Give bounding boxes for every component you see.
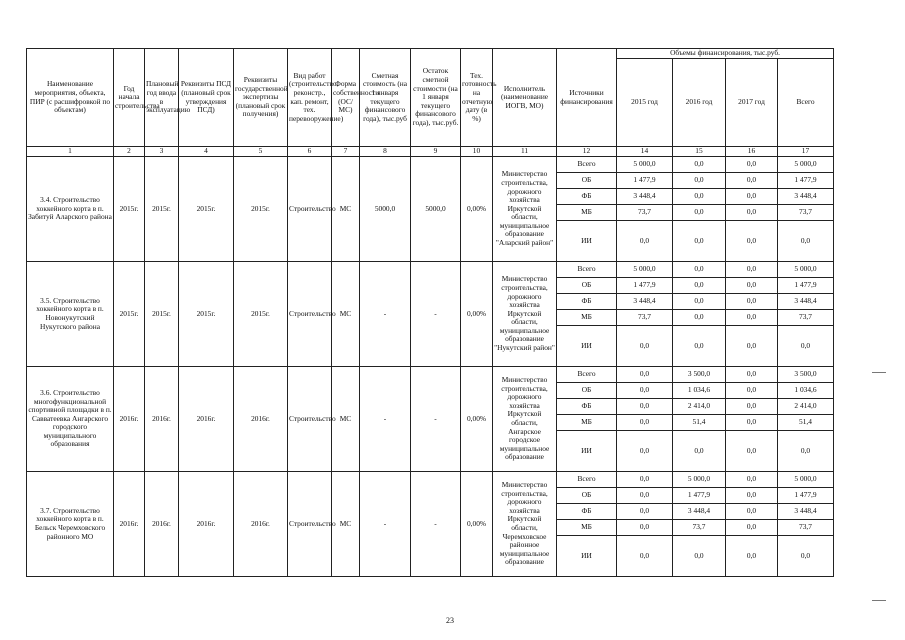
- cell-commission-year: 2016г.: [145, 367, 179, 472]
- cell-ownership: МС: [332, 472, 360, 577]
- cell-funding-y2015: 73,7: [617, 205, 673, 221]
- cell-start-year: 2015г.: [114, 157, 145, 262]
- cell-estimated-cost: 5000,0: [360, 157, 411, 262]
- cell-executor: Министерство строительства, дорожного хозяйства Иркутской области, Черемховское районное муниципальное образование: [493, 472, 557, 577]
- cell-funding-y2017: 0,0: [726, 488, 778, 504]
- cell-funding-total: 3 448,4: [778, 504, 834, 520]
- cell-funding-total: 2 414,0: [778, 399, 834, 415]
- cell-funding-source: ИИ: [557, 221, 617, 262]
- cell-commission-year: 2015г.: [145, 157, 179, 262]
- header-commission-year: Плановый год ввода в эксплуатацию: [145, 49, 179, 147]
- table-row: [27, 157, 834, 173]
- cell-funding-y2015: 73,7: [617, 310, 673, 326]
- cell-funding-y2017: 0,0: [726, 367, 778, 383]
- header-ownership: Форма собственности (ОС/МС): [332, 49, 360, 147]
- column-number: 6: [288, 147, 332, 157]
- cell-start-year: 2016г.: [114, 472, 145, 577]
- cell-funding-total: 5 000,0: [778, 157, 834, 173]
- cell-funding-total: 73,7: [778, 520, 834, 536]
- header-2016: 2016 год: [673, 59, 726, 147]
- cell-commission-year: 2016г.: [145, 472, 179, 577]
- cell-object-name: 3.7. Строительство хоккейного корта в п. Бельск Черемховского районного МО: [27, 472, 114, 577]
- cell-state-expertise: 2016г.: [234, 472, 288, 577]
- cell-funding-y2016: 0,0: [673, 157, 726, 173]
- cell-funding-source: Всего: [557, 367, 617, 383]
- cell-ownership: МС: [332, 157, 360, 262]
- cell-funding-y2017: 0,0: [726, 157, 778, 173]
- cell-object-name: 3.6. Строительство многофункциональной спортивной площадки в п. Савватеевка Ангарского городского муниципального образования: [27, 367, 114, 472]
- cell-funding-source: Всего: [557, 157, 617, 173]
- cell-funding-y2016: 2 414,0: [673, 399, 726, 415]
- cell-funding-y2015: 5 000,0: [617, 262, 673, 278]
- header-name: Наименование мероприятия, объекта, ПИР (с расшифровкой по объектам): [27, 49, 114, 147]
- cell-funding-source: МБ: [557, 310, 617, 326]
- header-funding-sources: Источники финансирования: [557, 49, 617, 147]
- cell-funding-y2015: 0,0: [617, 221, 673, 262]
- cell-funding-source: Всего: [557, 262, 617, 278]
- table-row: [27, 367, 834, 383]
- column-number: 10: [461, 147, 493, 157]
- cell-funding-y2016: 0,0: [673, 221, 726, 262]
- column-number: 12: [557, 147, 617, 157]
- cell-funding-y2016: 1 477,9: [673, 488, 726, 504]
- column-number: 16: [726, 147, 778, 157]
- cell-funding-source: ИИ: [557, 431, 617, 472]
- cell-commission-year: 2015г.: [145, 262, 179, 367]
- cell-ownership: МС: [332, 262, 360, 367]
- scan-mark: [872, 372, 886, 373]
- header-tech-readiness: Тех. готовность на отчетную дату (в %): [461, 49, 493, 147]
- cell-funding-y2016: 0,0: [673, 278, 726, 294]
- column-number: 4: [179, 147, 234, 157]
- cell-funding-source: ИИ: [557, 536, 617, 577]
- cell-remaining-cost: -: [411, 262, 461, 367]
- cell-funding-y2016: 0,0: [673, 431, 726, 472]
- column-number: 1: [27, 147, 114, 157]
- table-row: [27, 472, 834, 488]
- cell-funding-y2017: 0,0: [726, 310, 778, 326]
- cell-ownership: МС: [332, 367, 360, 472]
- cell-funding-total: 51,4: [778, 415, 834, 431]
- cell-funding-y2016: 5 000,0: [673, 472, 726, 488]
- cell-funding-y2017: 0,0: [726, 536, 778, 577]
- cell-funding-y2015: 0,0: [617, 383, 673, 399]
- cell-psd: 2016г.: [179, 367, 234, 472]
- cell-psd: 2016г.: [179, 472, 234, 577]
- header-start-year: Год начала строительства: [114, 49, 145, 147]
- cell-funding-source: МБ: [557, 520, 617, 536]
- header-state-expertise: Реквизиты государственной экспертизы (плановый срок получения): [234, 49, 288, 147]
- cell-executor: Министерство строительства, дорожного хозяйства Иркутской области, Ангарское городское муниципальное образование: [493, 367, 557, 472]
- cell-funding-total: 73,7: [778, 310, 834, 326]
- cell-funding-y2016: 1 034,6: [673, 383, 726, 399]
- cell-funding-total: 0,0: [778, 431, 834, 472]
- header-total: Всего: [778, 59, 834, 147]
- cell-funding-source: ФБ: [557, 294, 617, 310]
- cell-funding-y2017: 0,0: [726, 173, 778, 189]
- cell-estimated-cost: -: [360, 367, 411, 472]
- cell-remaining-cost: -: [411, 367, 461, 472]
- cell-funding-total: 0,0: [778, 326, 834, 367]
- cell-funding-y2016: 0,0: [673, 326, 726, 367]
- cell-funding-y2015: 0,0: [617, 415, 673, 431]
- cell-funding-source: ФБ: [557, 399, 617, 415]
- cell-funding-total: 0,0: [778, 221, 834, 262]
- cell-funding-y2015: 1 477,9: [617, 173, 673, 189]
- page-number: 23: [446, 616, 454, 625]
- cell-funding-y2015: 0,0: [617, 367, 673, 383]
- cell-funding-total: 3 448,4: [778, 189, 834, 205]
- cell-funding-y2015: 0,0: [617, 326, 673, 367]
- column-number: 14: [617, 147, 673, 157]
- cell-state-expertise: 2016г.: [234, 367, 288, 472]
- cell-funding-y2016: 0,0: [673, 189, 726, 205]
- cell-funding-y2017: 0,0: [726, 189, 778, 205]
- cell-object-name: 3.5. Строительство хоккейного корта в п. Новонукутский Нукутского района: [27, 262, 114, 367]
- cell-funding-y2015: 5 000,0: [617, 157, 673, 173]
- cell-funding-y2016: 51,4: [673, 415, 726, 431]
- cell-funding-total: 1 477,9: [778, 278, 834, 294]
- cell-funding-y2017: 0,0: [726, 205, 778, 221]
- header-work-type: Вид работ (строительство, реконстр., кап. ремонт, тех. перевооружение): [288, 49, 332, 147]
- cell-funding-y2017: 0,0: [726, 278, 778, 294]
- cell-state-expertise: 2015г.: [234, 157, 288, 262]
- cell-funding-y2016: 0,0: [673, 173, 726, 189]
- cell-work-type: Строительство: [288, 367, 332, 472]
- column-number: 5: [234, 147, 288, 157]
- header-2015: 2015 год: [617, 59, 673, 147]
- cell-funding-y2015: 1 477,9: [617, 278, 673, 294]
- cell-funding-y2017: 0,0: [726, 294, 778, 310]
- cell-funding-y2016: 0,0: [673, 294, 726, 310]
- cell-funding-y2015: 0,0: [617, 536, 673, 577]
- cell-remaining-cost: 5000,0: [411, 157, 461, 262]
- cell-start-year: 2016г.: [114, 367, 145, 472]
- cell-funding-y2016: 0,0: [673, 310, 726, 326]
- cell-funding-y2015: 0,0: [617, 504, 673, 520]
- cell-funding-y2017: 0,0: [726, 415, 778, 431]
- cell-funding-total: 0,0: [778, 536, 834, 577]
- header-funding-volumes: Объемы финансирования, тыс.руб.: [617, 49, 834, 59]
- cell-psd: 2015г.: [179, 157, 234, 262]
- cell-estimated-cost: -: [360, 472, 411, 577]
- cell-tech-readiness: 0,00%: [461, 472, 493, 577]
- cell-funding-y2017: 0,0: [726, 472, 778, 488]
- cell-funding-source: Всего: [557, 472, 617, 488]
- cell-funding-total: 5 000,0: [778, 262, 834, 278]
- cell-funding-source: МБ: [557, 205, 617, 221]
- column-number: 11: [493, 147, 557, 157]
- table-body: [27, 157, 834, 577]
- cell-work-type: Строительство: [288, 262, 332, 367]
- column-number: 15: [673, 147, 726, 157]
- cell-funding-source: ФБ: [557, 504, 617, 520]
- cell-funding-y2015: 0,0: [617, 488, 673, 504]
- cell-executor: Министерство строительства, дорожного хозяйства Иркутской области, муниципальное образование "Нукутский район": [493, 262, 557, 367]
- cell-funding-y2017: 0,0: [726, 221, 778, 262]
- header-estimated-cost: Сметная стоимость (на 1 января текущего финансового года), тыс.руб: [360, 49, 411, 147]
- cell-funding-y2015: 3 448,4: [617, 294, 673, 310]
- cell-funding-source: ИИ: [557, 326, 617, 367]
- cell-funding-y2015: 0,0: [617, 520, 673, 536]
- cell-funding-source: МБ: [557, 415, 617, 431]
- cell-funding-source: ОБ: [557, 488, 617, 504]
- cell-psd: 2015г.: [179, 262, 234, 367]
- scan-mark: [872, 600, 886, 601]
- cell-funding-y2017: 0,0: [726, 262, 778, 278]
- cell-funding-total: 73,7: [778, 205, 834, 221]
- cell-state-expertise: 2015г.: [234, 262, 288, 367]
- column-number: 2: [114, 147, 145, 157]
- column-number: 9: [411, 147, 461, 157]
- cell-funding-y2017: 0,0: [726, 431, 778, 472]
- cell-tech-readiness: 0,00%: [461, 367, 493, 472]
- cell-funding-total: 5 000,0: [778, 472, 834, 488]
- header-remaining-cost: Остаток сметной стоимости (на 1 января текущего финансового года), тыс.руб.: [411, 49, 461, 147]
- cell-work-type: Строительство: [288, 157, 332, 262]
- cell-funding-y2017: 0,0: [726, 520, 778, 536]
- cell-funding-y2016: 3 448,4: [673, 504, 726, 520]
- cell-object-name: 3.4. Строительство хоккейного корта в п. Забитуй Аларского района: [27, 157, 114, 262]
- cell-funding-total: 1 477,9: [778, 488, 834, 504]
- cell-funding-y2016: 73,7: [673, 520, 726, 536]
- cell-funding-y2016: 0,0: [673, 262, 726, 278]
- cell-funding-y2015: 0,0: [617, 431, 673, 472]
- column-number: 8: [360, 147, 411, 157]
- cell-funding-y2016: 3 500,0: [673, 367, 726, 383]
- cell-executor: Министерство строительства, дорожного хозяйства Иркутской области, муниципальное образование "Аларский район": [493, 157, 557, 262]
- cell-funding-source: ОБ: [557, 383, 617, 399]
- cell-remaining-cost: -: [411, 472, 461, 577]
- cell-funding-source: ОБ: [557, 278, 617, 294]
- cell-funding-total: 3 500,0: [778, 367, 834, 383]
- cell-estimated-cost: -: [360, 262, 411, 367]
- cell-funding-y2015: 0,0: [617, 399, 673, 415]
- cell-funding-y2017: 0,0: [726, 399, 778, 415]
- header-executor: Исполнитель (наименование ИОГВ, МО): [493, 49, 557, 147]
- cell-work-type: Строительство: [288, 472, 332, 577]
- cell-funding-y2017: 0,0: [726, 326, 778, 367]
- cell-funding-total: 3 448,4: [778, 294, 834, 310]
- cell-funding-source: ФБ: [557, 189, 617, 205]
- cell-funding-y2017: 0,0: [726, 383, 778, 399]
- cell-tech-readiness: 0,00%: [461, 157, 493, 262]
- header-2017: 2017 год: [726, 59, 778, 147]
- cell-funding-total: 1 477,9: [778, 173, 834, 189]
- cell-funding-total: 1 034,6: [778, 383, 834, 399]
- cell-start-year: 2015г.: [114, 262, 145, 367]
- column-number: 17: [778, 147, 834, 157]
- column-number: 3: [145, 147, 179, 157]
- column-number-row: [27, 147, 834, 157]
- cell-funding-y2016: 0,0: [673, 536, 726, 577]
- column-number: 7: [332, 147, 360, 157]
- cell-funding-y2015: 0,0: [617, 472, 673, 488]
- table-row: [27, 262, 834, 278]
- cell-funding-y2017: 0,0: [726, 504, 778, 520]
- cell-funding-y2016: 0,0: [673, 205, 726, 221]
- cell-funding-y2015: 3 448,4: [617, 189, 673, 205]
- cell-tech-readiness: 0,00%: [461, 262, 493, 367]
- header-psd: Реквизиты ПСД (плановый срок утверждения ПСД): [179, 49, 234, 147]
- cell-funding-source: ОБ: [557, 173, 617, 189]
- funding-table: [26, 48, 834, 577]
